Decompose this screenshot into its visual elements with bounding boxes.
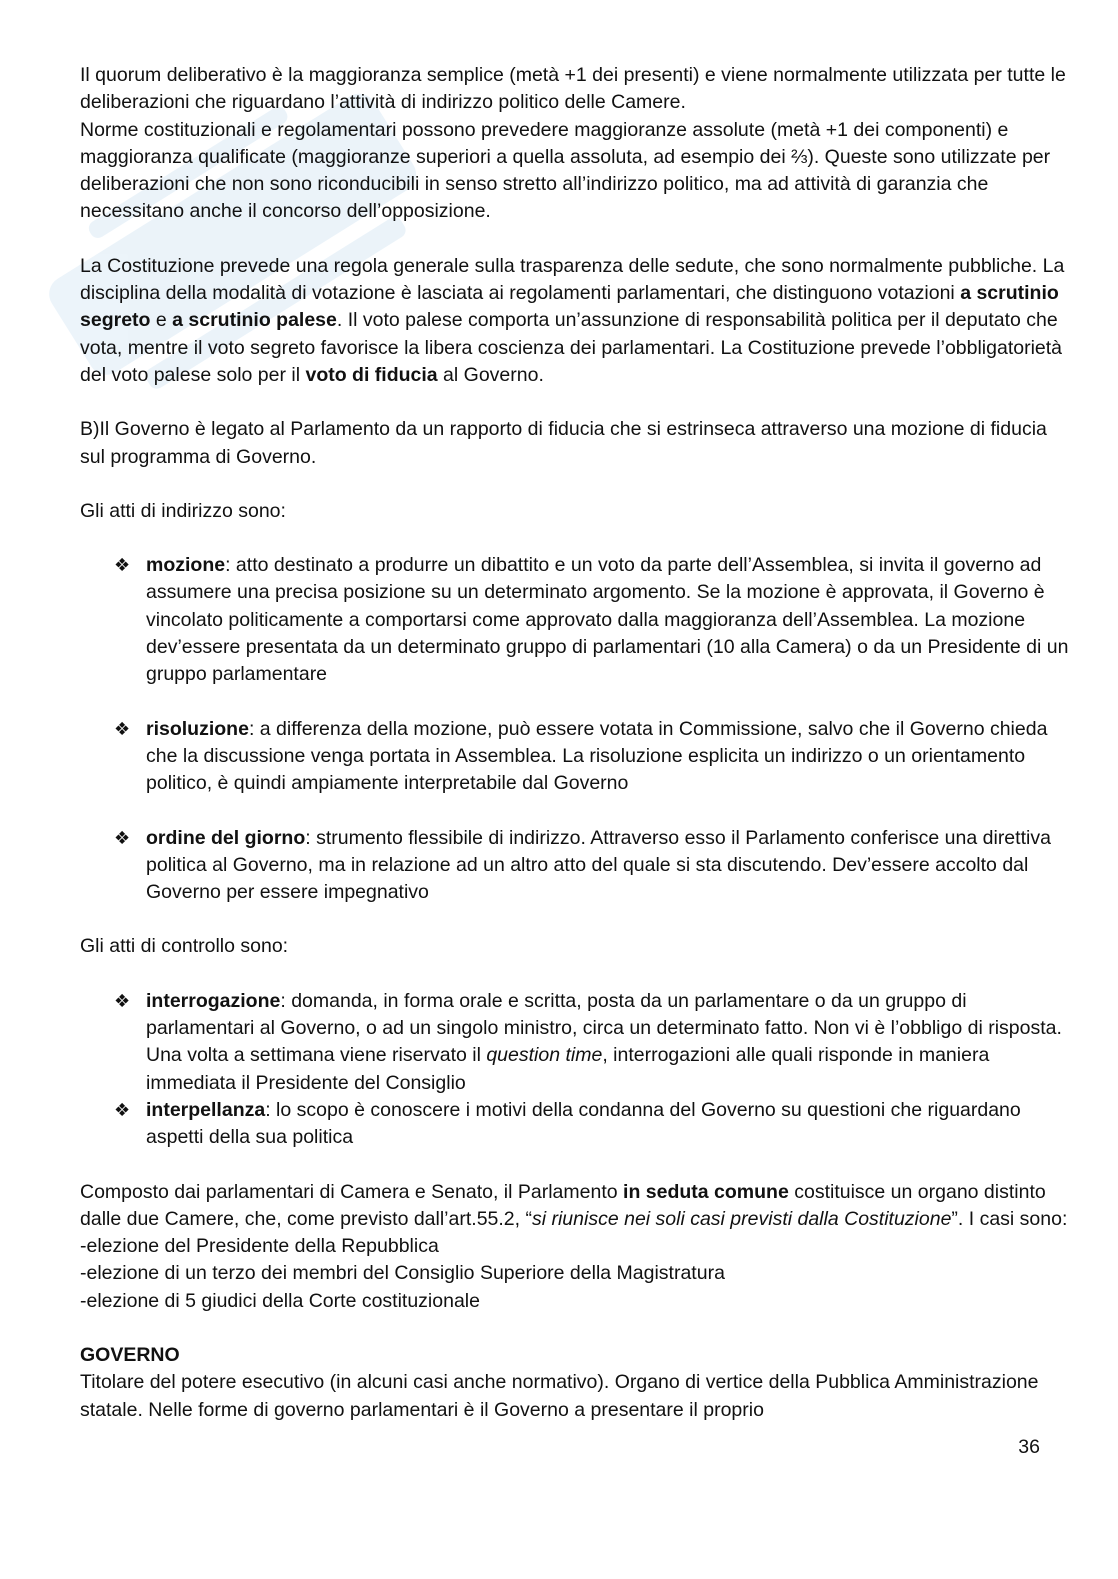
bold-scrutinio-palese: a scrutinio palese [172,309,337,332]
bold-voto-di-fiducia: voto di fiducia [305,363,438,386]
list-item: ❖ risoluzione: a differenza della mozione, può essere votata in Commissione, salvo che il Governo chieda che la discussione venga portata in Assemblea. La risoluzione esplicita un indirizzo o un orientamento politico, è quindi ampiamente interpretabile dal Governo [114,717,1048,795]
paragraph-trasparenza: La Costituzione prevede una regola generale sulla trasparenza delle sedute, che sono normalmente pubbliche. La disciplina della modalità di votazione è lasciata ai regolamenti parlamentari, che distinguono votazioni a scrutinio segreto e a scrutinio palese. Il voto palese comporta un’assunzione di responsabilità politica per il deputato che vota, mentre il voto segreto favorisce la libera coscienza dei parlamentari. La Costituzione prevede l’obbligatorietà del voto palese solo per il voto di fiducia al Governo. [80,254,1065,386]
list-item: ❖ ordine del giorno: strumento flessibile di indirizzo. Attraverso esso il Parlamento conferisce una direttiva politica al Governo, ma in relazione ad un altro atto del quale si sta discutendo. Dev’essere accolto dal Governo per essere impegnativo [114,826,1051,904]
list-atti-controllo [80,988,1070,1152]
page-number: 36 [1018,1436,1040,1458]
paragraph-seduta-comune: Composto dai parlamentari di Camera e Senato, il Parlamento in seduta comune costituisce un organo distinto dalle due Camere, che, come previsto dall’art.55.2, “si riunisce nei soli casi previsti dalla Costituzione”. I casi sono: [80,1180,1068,1230]
paragraph-fiducia: B)Il Governo è legato al Parlamento da un rapporto di fiducia che si estrinseca attraverso una mozione di fiducia sul programma di Governo. [80,418,1047,468]
document-page [80,62,1070,1424]
list-item: ❖ interpellanza: lo scopo è conoscere i motivi della condanna del Governo su questioni che riguardano aspetti della sua politica [114,1098,1021,1149]
diamond-bullet-icon: ❖ [114,990,131,1012]
section-heading-governo: GOVERNO [80,1343,180,1366]
diamond-bullet-icon: ❖ [114,555,131,577]
diamond-bullet-icon: ❖ [114,827,131,849]
paragraph-atti-indirizzo: Gli atti di indirizzo sono: [80,499,286,522]
paragraph-atti-controllo: Gli atti di controllo sono: [80,935,289,958]
bold-scrutinio-segreto: a scrutinio segreto [80,282,1059,332]
case-line: -elezione del Presidente della Repubblica [80,1235,439,1258]
paragraph-maggioranze: Norme costituzionali e regolamentari possono prevedere maggioranze assolute (metà +1 dei componenti) e maggioranza qualificate (maggioranze superiori a quella assoluta, ad esempio dei ⅔). Queste sono utilizzate per deliberazioni che non sono riconducibili in senso stretto all’indirizzo politico, ma ad attività di garanzia che necessitano anche il concorso dell’opposizione. [80,118,1051,223]
paragraph-governo: Titolare del potere esecutivo (in alcuni casi anche normativo). Organo di vertice della Pubblica Amministrazione statale. Nelle forme di governo parlamentari è il Governo a presentare il proprio [80,1371,1039,1421]
diamond-bullet-icon: ❖ [114,718,131,740]
list-atti-indirizzo [80,552,1070,906]
case-line: -elezione di un terzo dei membri del Consiglio Superiore della Magistratura [80,1262,725,1285]
list-item: ❖ interrogazione: domanda, in forma orale e scritta, posta da un parlamentare o da un gruppo di parlamentari al Governo, o ad un singolo ministro, circa un determinato fatto. Non vi è l’obbligo di risposta. Una volta a settimana viene riservato il question time, interrogazioni alle quali risponde in maniera immediata il Presidente del Consiglio [114,989,1062,1094]
list-item: ❖ mozione: atto destinato a produrre un dibattito e un voto da parte dell’Assemblea, si invita il governo ad assumere una precisa posizione su un determinato argomento. Se la mozione è approvata, il Governo è vincolato politicamente a comportarsi come approvato dalla maggioranza dell’Assemblea. La mozione dev’essere presentata da un determinato gruppo di parlamentari (10 alla Camera) o da un Presidente di un gruppo parlamentare [114,554,1069,686]
diamond-bullet-icon: ❖ [114,1099,131,1121]
italic-quote: si riunisce nei soli casi previsti dalla Costituzione [531,1207,952,1230]
paragraph-quorum: Il quorum deliberativo è la maggioranza semplice (metà +1 dei presenti) e viene normalmente utilizzata per tutte le deliberazioni che riguardano l’attività di indirizzo politico delle Camere. [80,64,1066,114]
case-line: -elezione di 5 giudici della Corte costituzionale [80,1289,480,1312]
bold-in-seduta-comune: in seduta comune [623,1180,789,1203]
